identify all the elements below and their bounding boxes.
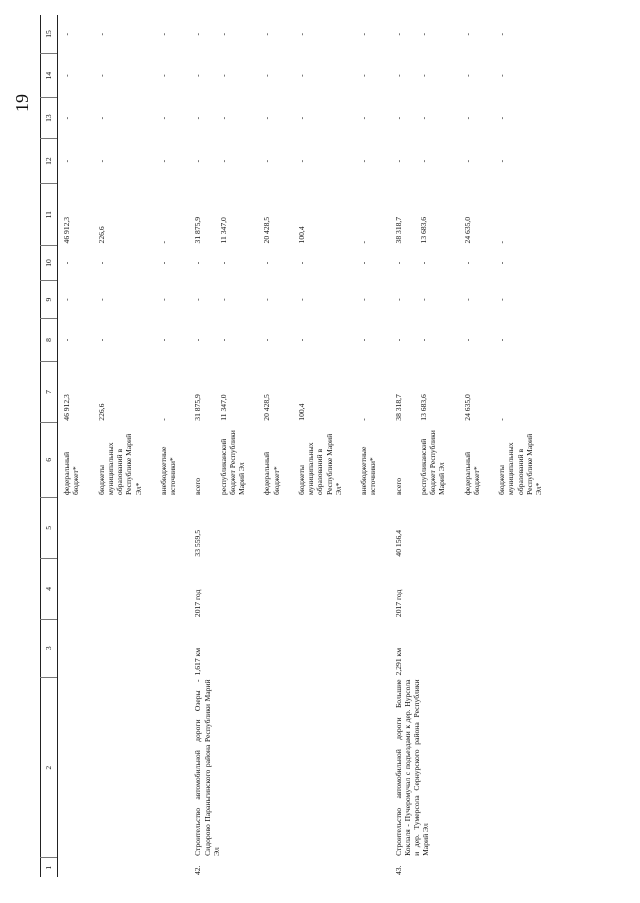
empty-cell — [93, 619, 155, 677]
value-col-10: - — [462, 261, 472, 265]
value-col-13: - — [497, 116, 506, 120]
value-col-10: - — [218, 261, 228, 265]
value-col-8: - — [359, 338, 368, 342]
value-col-14: - — [96, 74, 106, 77]
empty-cell — [155, 619, 190, 677]
value-col-11: 100,4 — [296, 226, 306, 244]
value-col-13: - — [158, 116, 168, 120]
empty-cell — [155, 497, 190, 559]
value-col-11: 38 318,7 — [393, 216, 403, 244]
value-col-15: - — [497, 32, 506, 36]
value-col-15: - — [158, 32, 168, 36]
value-col-13: - — [393, 116, 403, 120]
value-col-14: - — [462, 74, 472, 77]
value-col-9: - — [296, 298, 306, 301]
column-number-13: 13 — [41, 98, 58, 138]
funding-source: всего — [193, 477, 203, 496]
value-col-10: - — [418, 261, 428, 265]
value-col-12: - — [158, 159, 168, 163]
value-col-12: - — [96, 159, 106, 163]
value-col-8: - — [296, 338, 306, 342]
column-number-4: 4 — [41, 559, 58, 620]
column-number-5: 5 — [41, 497, 58, 559]
value-col-12: - — [193, 159, 203, 163]
empty-cell — [93, 858, 155, 877]
object-capacity: 1,617 км — [193, 647, 203, 676]
value-col-14: - — [158, 74, 168, 77]
value-col-11: - — [158, 240, 168, 244]
empty-cell — [58, 677, 93, 857]
empty-cell — [93, 559, 155, 620]
value-col-7: - — [497, 418, 506, 421]
value-col-10: - — [158, 261, 168, 265]
value-col-13: - — [418, 116, 428, 120]
value-col-7: 46 912,3 — [62, 394, 71, 421]
funding-source: федеральный бюджет* — [62, 451, 81, 496]
object-capacity: 2,291 км — [393, 647, 403, 676]
object-period: 2017 год — [393, 589, 403, 618]
value-col-7: 100,4 — [296, 403, 306, 421]
value-col-12: - — [218, 159, 228, 163]
value-col-10: - — [497, 261, 506, 265]
column-number-11: 11 — [41, 184, 58, 246]
value-col-12: - — [462, 159, 472, 163]
value-col-14: - — [497, 74, 506, 77]
column-number-12: 12 — [41, 138, 58, 184]
value-col-13: - — [296, 116, 306, 120]
empty-cell — [93, 677, 155, 857]
value-col-9: - — [62, 298, 71, 301]
value-col-14: - — [393, 74, 403, 77]
value-col-10: - — [359, 261, 368, 265]
value-col-11: 24 635,0 — [462, 216, 472, 244]
value-col-10: - — [393, 261, 403, 265]
column-number-14: 14 — [41, 53, 58, 98]
table-row — [189, 15, 214, 877]
object-name: Строительство автомобильной дороги Озеры - Сидорово Параньгинского района Республики Марий Эл — [193, 679, 221, 856]
empty-cell — [58, 559, 93, 620]
value-col-9: - — [218, 298, 228, 301]
funding-source: бюджеты муниципальных образований в Республике Марий Эл* — [296, 433, 343, 496]
value-col-11: 13 683,6 — [418, 216, 428, 244]
value-col-7: 31 875,9 — [193, 394, 203, 421]
empty-cell — [155, 559, 190, 620]
value-col-14: - — [296, 74, 306, 77]
value-col-9: - — [497, 298, 506, 301]
object-cost: 40 156,4 — [393, 530, 403, 557]
value-col-10: - — [96, 261, 106, 265]
value-col-9: - — [96, 298, 106, 301]
funding-source: федеральный бюджет* — [262, 451, 281, 496]
value-col-8: - — [497, 338, 506, 342]
value-col-13: - — [62, 116, 71, 120]
value-col-8: - — [393, 338, 403, 342]
value-col-11: - — [497, 240, 506, 244]
value-col-9: - — [262, 298, 272, 301]
funding-source: всего — [393, 477, 403, 496]
value-col-14: - — [418, 74, 428, 77]
value-col-15: - — [393, 32, 403, 36]
value-col-13: - — [462, 116, 472, 120]
value-col-9: - — [158, 298, 168, 301]
table-row — [58, 15, 93, 877]
value-col-15: - — [218, 32, 228, 36]
value-col-14: - — [193, 74, 203, 77]
empty-cell — [58, 497, 93, 559]
empty-cell — [93, 497, 155, 559]
value-col-13: - — [359, 116, 368, 120]
value-col-11: - — [359, 240, 368, 244]
page-number: 19 — [12, 94, 32, 112]
funding-source: бюджеты муниципальных образований в Республике Марий Эл* — [497, 433, 543, 496]
value-col-13: - — [96, 116, 106, 120]
object-period: 2017 год — [193, 589, 203, 618]
value-col-9: - — [359, 298, 368, 301]
empty-cell — [58, 619, 93, 677]
value-col-15: - — [462, 32, 472, 36]
value-col-7: 226,6 — [96, 403, 106, 421]
value-col-12: - — [62, 159, 71, 163]
value-col-14: - — [262, 74, 272, 77]
value-col-7: 24 635,0 — [462, 394, 472, 421]
value-col-8: - — [96, 338, 106, 342]
value-col-14: - — [359, 74, 368, 77]
value-col-12: - — [497, 159, 506, 163]
empty-cell — [155, 858, 190, 877]
table-row — [93, 15, 155, 877]
value-col-14: - — [62, 74, 71, 77]
value-col-15: - — [62, 32, 71, 36]
funding-source: внебюджетные источники* — [359, 446, 378, 496]
value-col-11: 11 347,0 — [218, 217, 228, 244]
value-col-7: - — [359, 418, 368, 421]
funding-source: федеральный бюджет* — [462, 451, 481, 496]
value-col-9: - — [462, 298, 472, 301]
value-col-9: - — [193, 298, 203, 301]
value-col-12: - — [418, 159, 428, 163]
column-number-row — [41, 15, 58, 877]
value-col-7: - — [158, 418, 168, 421]
value-col-8: - — [193, 338, 203, 342]
column-number-7: 7 — [41, 361, 58, 423]
funding-source: внебюджетные источники* — [158, 446, 177, 496]
value-col-7: 38 318,7 — [393, 394, 403, 421]
empty-cell — [58, 858, 93, 877]
value-col-8: - — [158, 338, 168, 342]
column-number-2: 2 — [41, 677, 58, 857]
value-col-10: - — [62, 261, 71, 265]
value-col-12: - — [262, 159, 272, 163]
value-col-13: - — [218, 116, 228, 120]
value-col-7: 20 428,5 — [262, 394, 272, 421]
value-col-15: - — [296, 32, 306, 36]
value-col-8: - — [262, 338, 272, 342]
value-col-12: - — [359, 159, 368, 163]
value-col-8: - — [418, 338, 428, 342]
value-col-8: - — [62, 338, 71, 342]
column-number-3: 3 — [41, 619, 58, 677]
value-col-11: 20 428,5 — [262, 216, 272, 244]
empty-cell — [155, 677, 190, 857]
value-col-11: 226,6 — [96, 226, 106, 244]
value-col-15: - — [262, 32, 272, 36]
value-col-12: - — [393, 159, 403, 163]
value-col-15: - — [96, 32, 106, 36]
value-col-11: 31 875,9 — [193, 216, 203, 244]
value-col-10: - — [262, 261, 272, 265]
object-number: 43. — [393, 865, 403, 875]
column-number-6: 6 — [41, 423, 58, 497]
funding-source: республиканский бюджет Республики Марий Эл — [218, 430, 246, 496]
value-col-8: - — [218, 338, 228, 342]
value-col-13: - — [262, 116, 272, 120]
table-row — [155, 15, 190, 877]
column-number-1: 1 — [41, 858, 58, 877]
funding-source: бюджеты муниципальных образований в Республике Марий Эл* — [96, 433, 143, 496]
value-col-8: - — [462, 338, 472, 342]
value-col-9: - — [393, 298, 403, 301]
column-number-9: 9 — [41, 281, 58, 319]
object-cost: 33 559,5 — [193, 530, 203, 557]
value-col-9: - — [418, 298, 428, 301]
table-row — [390, 15, 415, 877]
value-col-11: 46 912,3 — [62, 216, 71, 244]
value-col-7: 11 347,0 — [218, 394, 228, 421]
column-number-8: 8 — [41, 319, 58, 361]
value-col-15: - — [359, 32, 368, 36]
value-col-15: - — [193, 32, 203, 36]
value-col-7: 13 683,6 — [418, 394, 428, 421]
column-number-10: 10 — [41, 245, 58, 280]
value-col-12: - — [296, 159, 306, 163]
funding-source: республиканский бюджет Республики Марий Эл — [418, 430, 447, 496]
value-col-13: - — [193, 116, 203, 120]
table-body — [58, 15, 556, 877]
value-col-10: - — [296, 261, 306, 265]
object-name: Строительство автомобильной дороги Большие Коклаля - Пучеромучал с подъездами к дер. Нурсола и дер. Тумерсола Сернурского района Республики Марий Эл — [393, 679, 431, 856]
value-col-14: - — [218, 74, 228, 77]
column-number-15: 15 — [41, 15, 58, 53]
investment-table — [40, 15, 555, 877]
value-col-15: - — [418, 32, 428, 36]
value-col-10: - — [193, 261, 203, 265]
object-number: 42. — [193, 865, 203, 875]
